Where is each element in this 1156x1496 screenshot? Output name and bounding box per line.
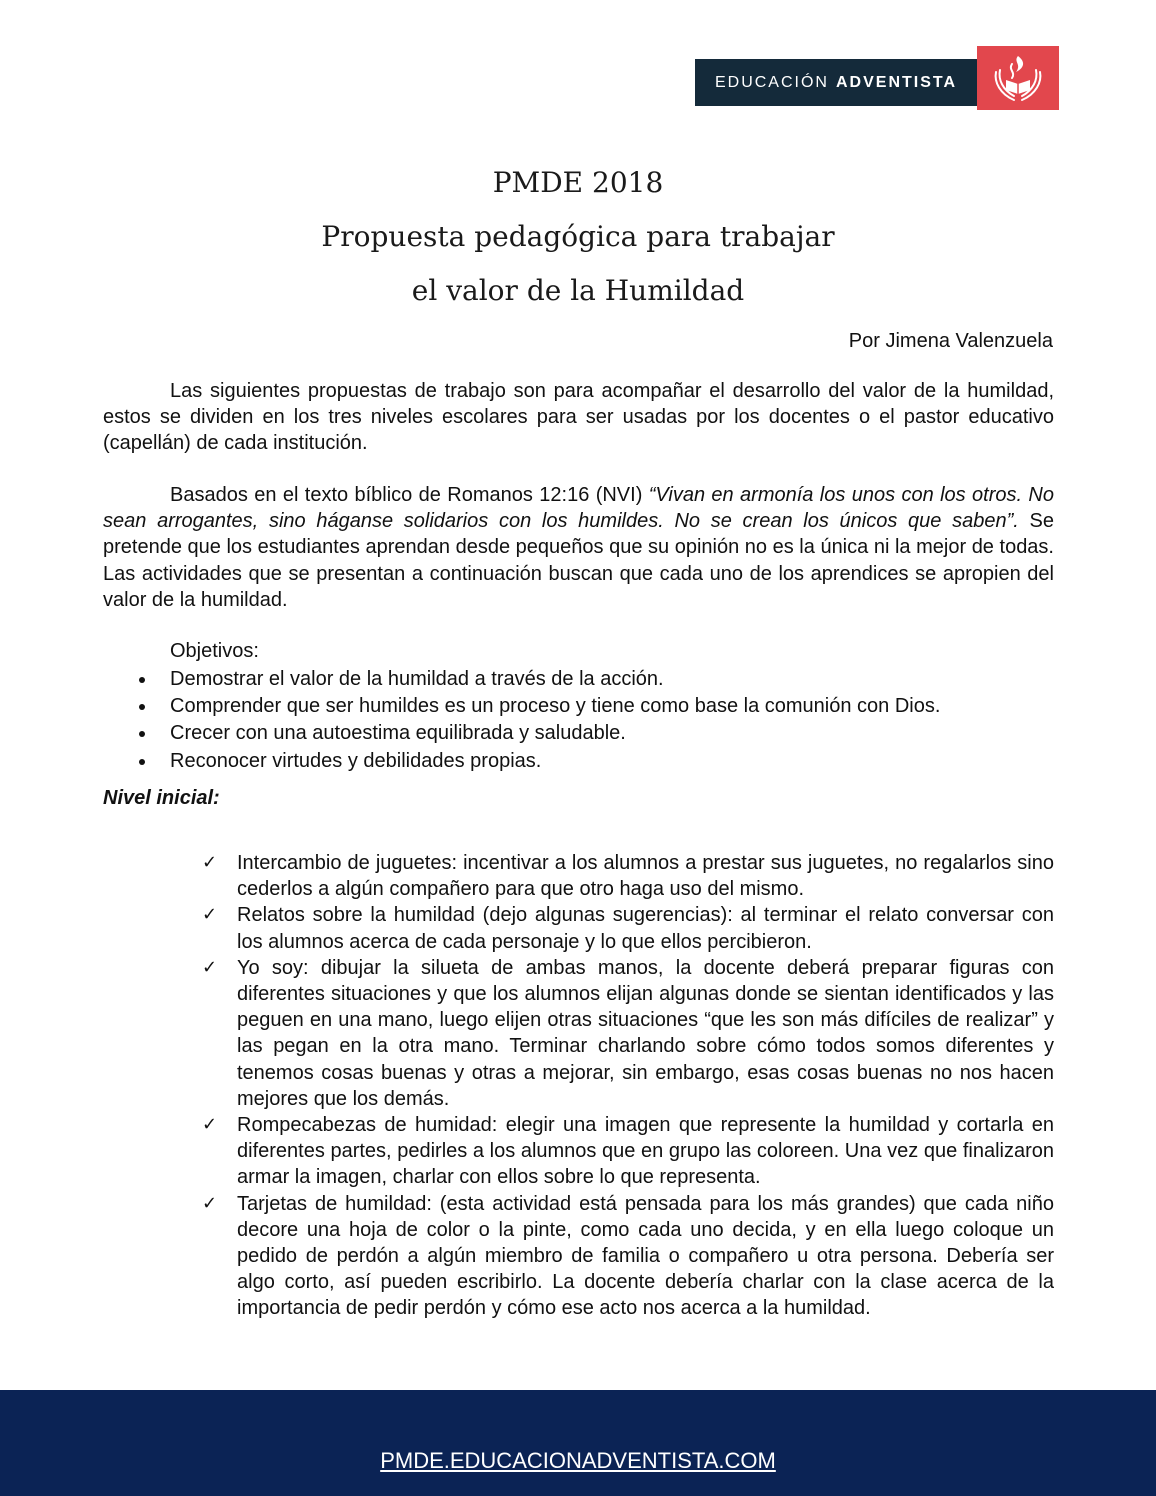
checkmark-icon: ✓ [202,904,218,926]
brand-name-bold: ADVENTISTA [835,73,958,91]
checkmark-icon: ✓ [202,852,218,873]
bible-quote: “Vivan en armonía los unos con los otros. No sean arrogantes, sino háganse solidarios con los humildes. No se crean los únicos que saben”. [103,484,1054,533]
checkmark-icon: ✓ [202,1114,218,1136]
activity-item: ✓ Tarjetas de humildad: (esta actividad está pensada para los más grandes) que cada niño decore una hoja de color o la pinte, como cada uno decida, y en ella luego coloque un pedido de perdón a algún miembro de familia o compañero u otra persona. Debería ser algo corto, así pueden escribirlo. La docente debería charlar con la clase acerca de la importancia de pedir perdón y cómo ese acto nos acerca a la humildad. [202,1192,1054,1320]
bullet-icon [139,704,145,710]
basis-lead: Basados en el texto bíblico de Romanos 12:16 (NVI) [170,484,649,506]
activities-list [202,850,1054,1322]
bullet-icon [139,677,145,683]
objectives-label: Objetivos: [170,640,259,662]
level-heading: Nivel inicial: [103,787,220,809]
brand-name-light: EDUCACIÓN [714,73,829,91]
footer-band [0,1390,1156,1496]
objectives-list [103,666,1054,775]
brand-header [695,46,1059,110]
checkmark-icon: ✓ [202,1192,218,1214]
objective-item: Demostrar el valor de la humildad a través de la acción. [103,666,1054,693]
objective-item: Reconocer virtudes y debilidades propias. [103,748,1054,775]
activity-item: ✓ Yo soy: dibujar la silueta de ambas manos, la docente deberá preparar figuras con diferentes situaciones y que los alumnos elijan algunas donde se sientan identificados y las peguen en una mano, luego elijen otras situaciones “que les son más difíciles de realizar” y las pegan en la otra mano. Terminar charlando sobre cómo todos somos diferentes y tenemos cosas buenas y otras a mejorar, sin embargo, esas cosas buenas no nos hacen mejores que los demás. [202,956,1054,1110]
basis-paragraph [103,482,1054,613]
brand-bar [695,59,977,106]
author-byline: Por Jimena Valenzuela [848,330,1053,352]
activity-item: ✓ Relatos sobre la humildad (dejo algunas sugerencias): al terminar el relato conversar con los alumnos acerca de cada personaje y lo que ellos percibieron. [202,904,1054,953]
objective-item: Comprender que ser humildes es un proceso y tiene como base la comunión con Dios. [103,693,1054,720]
activity-item: ✓ Rompecabezas de humidad: elegir una imagen que represente la humildad y cortarla en diferentes partes, pedirles a los alumnos que en grupo las coloreen. Una vez que finalizaron armar la imagen, charlar con ellos sobre lo que representa. [202,1114,1054,1189]
footer-website-link[interactable]: PMDE.EDUCACIONADVENTISTA.COM [380,1448,776,1473]
basis-rest: Se pretende que los estudiantes aprendan desde pequeños que su opinión no es la única ni la mejor de todas. Las actividades que se presentan a continuación buscan que cada uno de los aprendices se apropien del valor de la humildad. [103,510,1054,611]
document-title-line-3: el valor de la Humildad [411,274,745,307]
adventist-flame-book-hands-icon [977,46,1059,110]
document-title-line-1: PMDE 2018 [492,166,664,199]
document-title-line-2: Propuesta pedagógica para trabajar [321,220,835,253]
objective-item: Crecer con una autoestima equilibrada y saludable. [103,720,1054,747]
checkmark-icon: ✓ [202,956,218,978]
intro-paragraph: Las siguientes propuestas de trabajo son para acompañar el desarrollo del valor de la humildad, estos se dividen en los tres niveles escolares para ser usadas por los docentes o el pastor educativo (capellán) de cada institución. [103,380,1054,455]
bullet-icon [139,731,145,737]
activity-item: ✓ Intercambio de juguetes: incentivar a los alumnos a prestar sus juguetes, no regalarlos sino cederlos a algún compañero para que otro haga uso del mismo. [202,852,1054,901]
bullet-icon [139,759,145,765]
